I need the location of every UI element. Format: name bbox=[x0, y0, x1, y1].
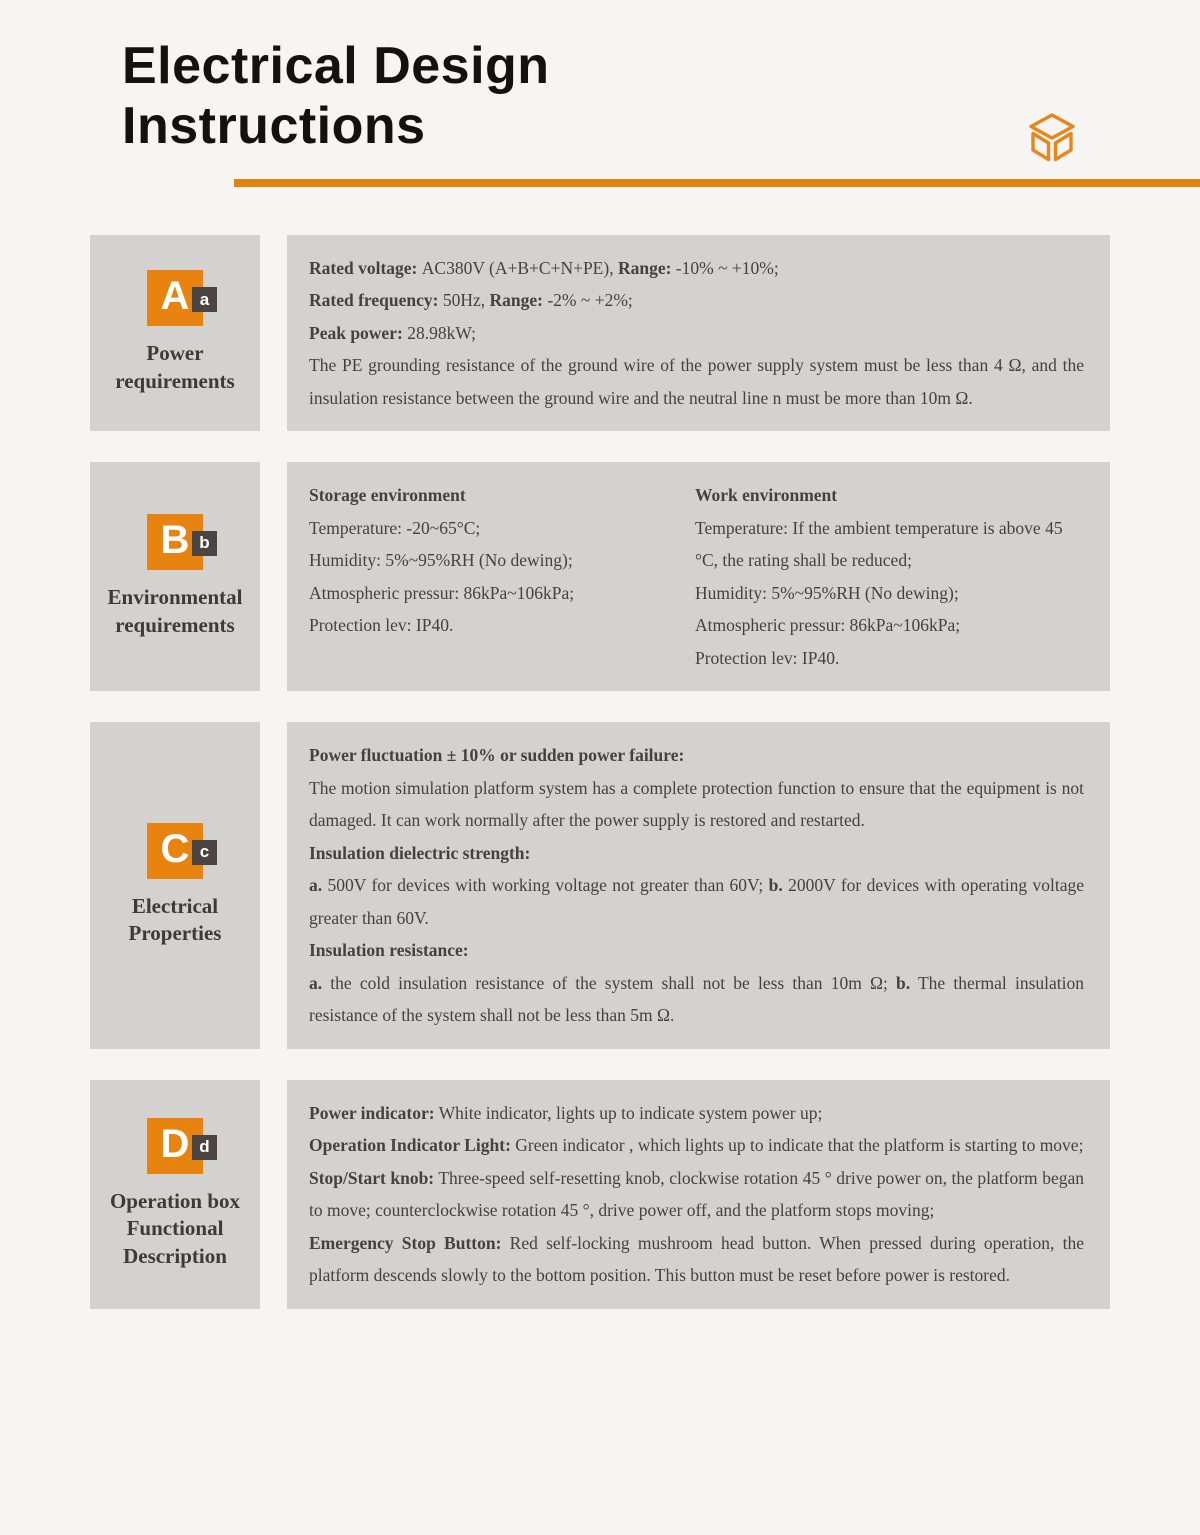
text-segment: Power fluctuation ± 10% or sudden power failure: bbox=[309, 745, 685, 766]
text-segment: Range: bbox=[489, 290, 548, 311]
text-segment: Insulation dielectric strength: bbox=[309, 842, 531, 863]
section-b-content bbox=[287, 462, 1110, 691]
text-segment: Operation Indicator Light: bbox=[309, 1135, 511, 1156]
badge-letter: D bbox=[160, 1121, 190, 1166]
bold-heading-line bbox=[309, 837, 1084, 870]
badge-small-letter: c bbox=[192, 840, 217, 865]
text-segment: Peak power: bbox=[309, 322, 408, 343]
text-segment: Range: bbox=[617, 257, 676, 278]
section-c-content bbox=[287, 722, 1110, 1049]
text-segment: Rated frequency: bbox=[309, 290, 443, 311]
spec-line: Protection lev: IP40. bbox=[309, 615, 454, 636]
body-paragraph bbox=[309, 1097, 1084, 1130]
section-power-requirements bbox=[90, 235, 1110, 432]
text-segment: AC380V (A+B+C+N+PE), bbox=[421, 257, 618, 278]
section-a-sidebar bbox=[90, 235, 260, 432]
text-segment: -10% ~ +10%; bbox=[675, 257, 779, 278]
text-segment: 500V for devices with working voltage not greater than 60V; bbox=[322, 875, 769, 896]
section-environmental-requirements bbox=[90, 462, 1110, 691]
section-operation-box bbox=[90, 1080, 1110, 1309]
title-underline bbox=[234, 179, 1200, 187]
badge-small-letter: d bbox=[192, 1135, 217, 1160]
section-d-content bbox=[287, 1080, 1110, 1309]
cube-icon bbox=[1026, 112, 1078, 168]
spec-line: Humidity: 5%~95%RH (No dewing); bbox=[309, 550, 573, 571]
body-paragraph bbox=[309, 1162, 1084, 1227]
spec-line: Temperature: If the ambient temperature is above 45 °C, the rating shall be reduced; bbox=[695, 517, 1063, 571]
spec-line bbox=[309, 252, 1084, 285]
body-paragraph bbox=[309, 1129, 1084, 1162]
section-b-badge bbox=[147, 514, 210, 570]
badge-letter: B bbox=[160, 517, 190, 562]
section-c-sidebar bbox=[90, 722, 260, 1049]
spec-line: Protection lev: IP40. bbox=[695, 647, 840, 668]
section-b-label: Environmental requirements bbox=[107, 584, 243, 637]
text-segment: 50Hz, bbox=[442, 290, 490, 311]
header bbox=[0, 0, 1200, 187]
text-segment: the cold insulation resistance of the system shall not be less than 10m Ω; bbox=[322, 972, 897, 993]
badge-letter: A bbox=[160, 274, 190, 319]
spec-line bbox=[309, 284, 1084, 317]
section-d-badge bbox=[147, 1118, 210, 1174]
text-segment: -2% ~ +2%; bbox=[547, 290, 633, 311]
storage-environment-column bbox=[309, 479, 669, 674]
text-segment: Power indicator: bbox=[309, 1102, 435, 1123]
text-segment: a. bbox=[309, 972, 323, 993]
section-d-label: Operation box Functional Description bbox=[109, 1188, 241, 1268]
badge-small-letter: a bbox=[192, 287, 217, 312]
work-environment-column bbox=[695, 479, 1084, 674]
column-title: Work environment bbox=[695, 485, 838, 506]
section-d-sidebar bbox=[90, 1080, 260, 1309]
badge-small-letter: b bbox=[192, 531, 217, 556]
body-paragraph bbox=[309, 1227, 1084, 1292]
spec-line bbox=[309, 317, 1084, 350]
text-segment: Red self-locking mushroom head button. When pressed during operation, the platform descends slowly to the bottom position. This button must be reset before power is restored. bbox=[309, 1232, 1084, 1286]
text-segment: Rated voltage: bbox=[309, 257, 422, 278]
text-segment: Three-speed self-resetting knob, clockwise rotation 45 ° drive power on, the platform began to move; counterclockwise rotation 45 °, drive power off, and the platform stops moving; bbox=[309, 1167, 1084, 1221]
body-paragraph bbox=[309, 869, 1084, 934]
section-a-badge bbox=[147, 270, 210, 326]
section-c-label: Electrical Properties bbox=[128, 893, 222, 946]
text-segment: The thermal insulation resistance of the system shall not be less than 5m Ω. bbox=[309, 972, 1084, 1026]
column-title: Storage environment bbox=[309, 485, 466, 506]
bold-heading-line bbox=[309, 934, 1084, 967]
text-segment: 28.98kW; bbox=[407, 322, 477, 343]
section-a-label: Power requirements bbox=[115, 341, 235, 393]
spec-line: Humidity: 5%~95%RH (No dewing); bbox=[695, 582, 959, 603]
text-segment: a. bbox=[309, 875, 323, 896]
body-paragraph bbox=[309, 349, 1084, 414]
text-segment: Emergency Stop Button: bbox=[309, 1232, 502, 1253]
section-b-sidebar bbox=[90, 462, 260, 691]
section-electrical-properties bbox=[90, 722, 1110, 1049]
text-segment: White indicator, lights up to indicate system power up; bbox=[434, 1102, 823, 1123]
spec-line: Atmospheric pressur: 86kPa~106kPa; bbox=[309, 582, 575, 603]
page-title-line2: Instructions bbox=[122, 97, 426, 156]
page-title-line1: Electrical Design bbox=[122, 37, 550, 95]
body-paragraph bbox=[309, 772, 1084, 837]
text-segment: The motion simulation platform system has a complete protection function to ensure that the equipment is not damaged. It can work normally after the power supply is restored and restarted. bbox=[309, 777, 1084, 831]
sections-container bbox=[90, 235, 1110, 1309]
text-segment: Green indicator , which lights up to indicate that the platform is starting to move; bbox=[510, 1135, 1084, 1156]
text-segment: b. bbox=[896, 972, 911, 993]
spec-line: Temperature: -20~65°C; bbox=[309, 517, 481, 538]
body-paragraph bbox=[309, 967, 1084, 1032]
spec-line: Atmospheric pressur: 86kPa~106kPa; bbox=[695, 615, 961, 636]
bold-heading-line bbox=[309, 739, 1084, 772]
text-segment: Stop/Start knob: bbox=[309, 1167, 435, 1188]
text-segment: 2000V for devices with operating voltage greater than 60V. bbox=[309, 875, 1084, 928]
text-segment: Insulation resistance: bbox=[309, 940, 469, 961]
text-segment: b. bbox=[768, 875, 783, 896]
section-c-badge bbox=[147, 823, 210, 879]
text-segment: The PE grounding resistance of the ground wire of the power supply system must be less than 4 Ω, and the insulation resistance between the ground wire and the neutral line n must be more than 10m Ω. bbox=[309, 355, 1084, 408]
section-a-content bbox=[287, 235, 1110, 432]
badge-letter: C bbox=[160, 826, 190, 871]
